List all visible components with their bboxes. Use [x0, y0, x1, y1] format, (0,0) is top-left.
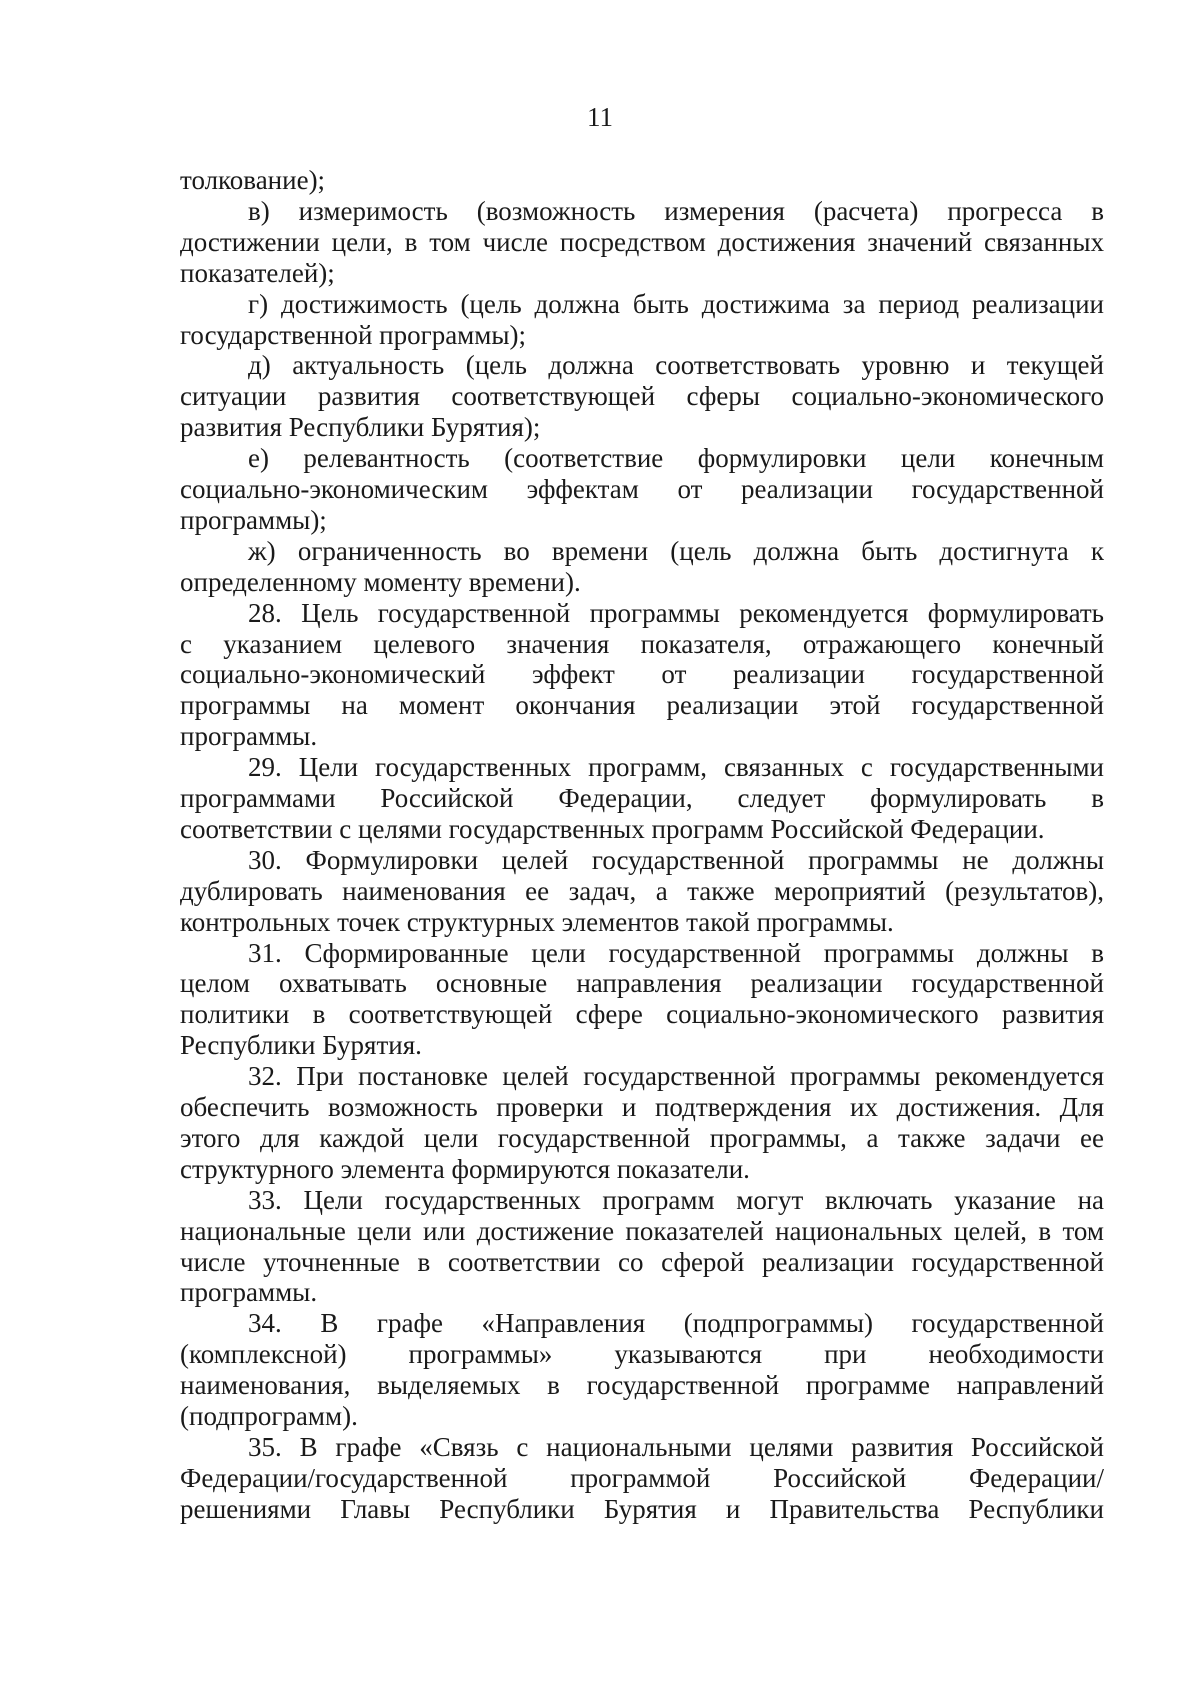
text-line: соответствии с целями государственных программ Российской Федерации. [180, 813, 1045, 844]
text-line: достижении цели, в том числе посредством достижения значений связанных [180, 226, 1104, 257]
text-line: Республики Бурятия. [180, 1030, 422, 1061]
text-line: решениями Главы Республики Бурятия и Правительства Республики [180, 1493, 1104, 1524]
text-line: программы. [180, 721, 318, 752]
text-line: г) достижимость (цель должна быть достижима за период реализации [248, 288, 1104, 319]
text-line: 28. Цель государственной программы рекомендуется формулировать [248, 597, 1104, 628]
text-line: ж) ограниченность во времени (цель должна быть достигнута к [248, 535, 1104, 566]
text-line: числе уточненные в соответствии со сферой реализации государственной [180, 1246, 1104, 1277]
text-line: д) актуальность (цель должна соответствовать уровню и текущей [248, 350, 1104, 381]
text-line: (комплексной) программы» указываются при необходимости [180, 1339, 1104, 1370]
text-line: е) релевантность (соответствие формулировки цели конечным [248, 443, 1104, 474]
text-line: 32. При постановке целей государственной программы рекомендуется [248, 1061, 1104, 1092]
text-line: с указанием целевого значения показателя, отражающего конечный [180, 628, 1104, 659]
text-line: этого для каждой цели государственной программы, а также задачи ее [180, 1122, 1104, 1153]
text-line: программами Российской Федерации, следует формулировать в [180, 783, 1104, 813]
text-line: дублировать наименования ее задач, а также мероприятий (результатов), [180, 875, 1104, 906]
text-line: толкование); [180, 165, 326, 195]
text-line: 34. В графе «Направления (подпрограммы) государственной [248, 1308, 1104, 1339]
text-line: (подпрограмм). [180, 1401, 358, 1431]
text-line: национальные цели или достижение показателей национальных целей, в том [180, 1215, 1104, 1246]
text-line: показателей); [180, 257, 335, 288]
text-line: развития Республики Бурятия); [180, 412, 541, 443]
text-line: программы); [180, 504, 327, 535]
text-line: политики в соответствующей сфере социально-экономического развития [180, 999, 1104, 1030]
text-line: программы. [180, 1277, 318, 1308]
text-line: обеспечить возможность проверки и подтверждения их достижения. Для [180, 1092, 1104, 1122]
text-line: государственной программы); [180, 319, 526, 350]
text-line: социально-экономический эффект от реализации государственной [180, 659, 1104, 690]
text-line: 31. Сформированные цели государственной программы должны в [248, 937, 1104, 968]
text-line: программы на момент окончания реализации этой государственной [180, 690, 1104, 721]
text-line: ситуации развития соответствующей сферы социально-экономического [180, 381, 1104, 412]
text-line: 29. Цели государственных программ, связанных с государственными [248, 752, 1104, 783]
text-line: контрольных точек структурных элементов такой программы. [180, 906, 894, 937]
text-line: социально-экономическим эффектам от реализации государственной [180, 474, 1104, 504]
page-number: 11 [587, 102, 613, 132]
text-line: структурного элемента формируются показатели. [180, 1153, 750, 1184]
text-line: 35. В графе «Связь с национальными целями развития Российской [248, 1431, 1104, 1462]
text-line: определенному моменту времени). [180, 566, 581, 597]
text-line: Федерации/государственной программой Российской Федерации/ [180, 1462, 1104, 1493]
text-line: 33. Цели государственных программ могут включать указание на [248, 1184, 1104, 1215]
text-line: наименования, выделяемых в государственной программе направлений [180, 1370, 1104, 1401]
text-line: в) измеримость (возможность измерения (расчета) прогресса в [248, 195, 1104, 226]
text-line: 30. Формулировки целей государственной программы не должны [248, 844, 1104, 875]
text-line: целом охватывать основные направления реализации государственной [180, 968, 1104, 999]
